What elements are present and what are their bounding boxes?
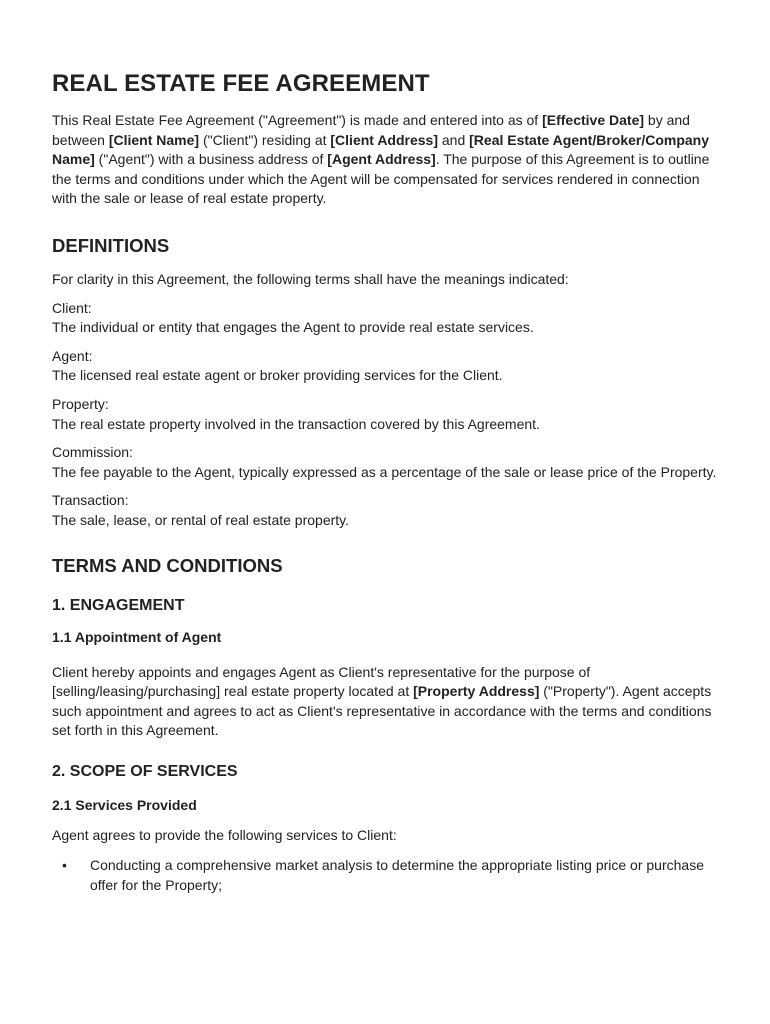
definition-item: [52, 395, 722, 434]
definition-item: [52, 347, 722, 386]
definition-desc: The individual or entity that engages the Agent to provide real estate services.: [52, 319, 534, 336]
engagement-paragraph: [52, 663, 722, 741]
scope-heading: 2. SCOPE OF SERVICES: [52, 762, 238, 780]
definitions-list: [52, 299, 722, 531]
text-run: ("Client") residing at: [199, 131, 331, 148]
appointment-subheading: 1.1 Appointment of Agent: [52, 628, 222, 645]
definition-term: Commission:: [52, 444, 133, 461]
definitions-lead: For clarity in this Agreement, the following terms shall have the meanings indicated:: [52, 270, 569, 287]
definition-term: Property:: [52, 395, 109, 412]
definition-item: [52, 299, 722, 338]
services-lead: Agent agrees to provide the following services to Client:: [52, 826, 397, 843]
placeholder-field: [Client Address]: [330, 131, 438, 148]
text-run: by and between: [52, 112, 690, 148]
text-run: ("Agent") with a business address of: [94, 151, 328, 168]
definition-desc: The licensed real estate agent or broker providing services for the Client.: [52, 367, 503, 384]
definitions-heading: DEFINITIONS: [52, 234, 170, 256]
definition-desc: The sale, lease, or rental of real estate property.: [52, 511, 350, 528]
document-title: REAL ESTATE FEE AGREEMENT: [52, 70, 430, 97]
definition-desc: The real estate property involved in the transaction covered by this Agreement.: [52, 415, 540, 432]
bullet-icon: •: [62, 857, 67, 874]
list-item: [52, 856, 722, 895]
text-run: Client hereby appoints and engages Agent as Client's representative for the purpose of [selling/leasing/purchasing] real estate property located at: [52, 663, 591, 700]
document-page: [52, 70, 722, 896]
services-list: [52, 856, 722, 895]
engagement-heading: 1. ENGAGEMENT: [52, 596, 185, 614]
placeholder-field: [Effective Date]: [542, 112, 645, 128]
definition-term: Transaction:: [52, 492, 129, 509]
terms-heading: TERMS AND CONDITIONS: [52, 554, 283, 576]
definition-item: [52, 491, 722, 530]
definition-desc: The fee payable to the Agent, typically expressed as a percentage of the sale or lease price of the Property.: [52, 463, 717, 480]
text-run: ("Property"). Agent accepts such appointment and agrees to act as Client's representative in accordance with the terms and conditions set forth in this Agreement.: [52, 683, 712, 739]
intro-paragraph: [52, 111, 722, 209]
definition-term: Client:: [52, 299, 92, 316]
placeholder-field: [Client Name]: [108, 131, 200, 148]
definition-term: Agent:: [52, 347, 93, 364]
definition-item: [52, 443, 722, 482]
list-item-text: Conducting a comprehensive market analysis to determine the appropriate listing price or purchase offer for the Property;: [90, 857, 704, 894]
text-run: . The purpose of this Agreement is to outline the terms and conditions under which the Agent will be compensated for services rendered in connection with the sale or lease of real estate property.: [52, 151, 710, 207]
services-subheading: 2.1 Services Provided: [52, 796, 197, 813]
text-run: This Real Estate Fee Agreement ("Agreement") is made and entered into as of: [52, 112, 543, 128]
placeholder-field: [Real Estate Agent/Broker/Company Name]: [52, 131, 710, 168]
placeholder-field: [Agent Address]: [327, 151, 436, 168]
placeholder-field: [Property Address]: [413, 683, 540, 700]
text-run: and: [438, 131, 470, 148]
